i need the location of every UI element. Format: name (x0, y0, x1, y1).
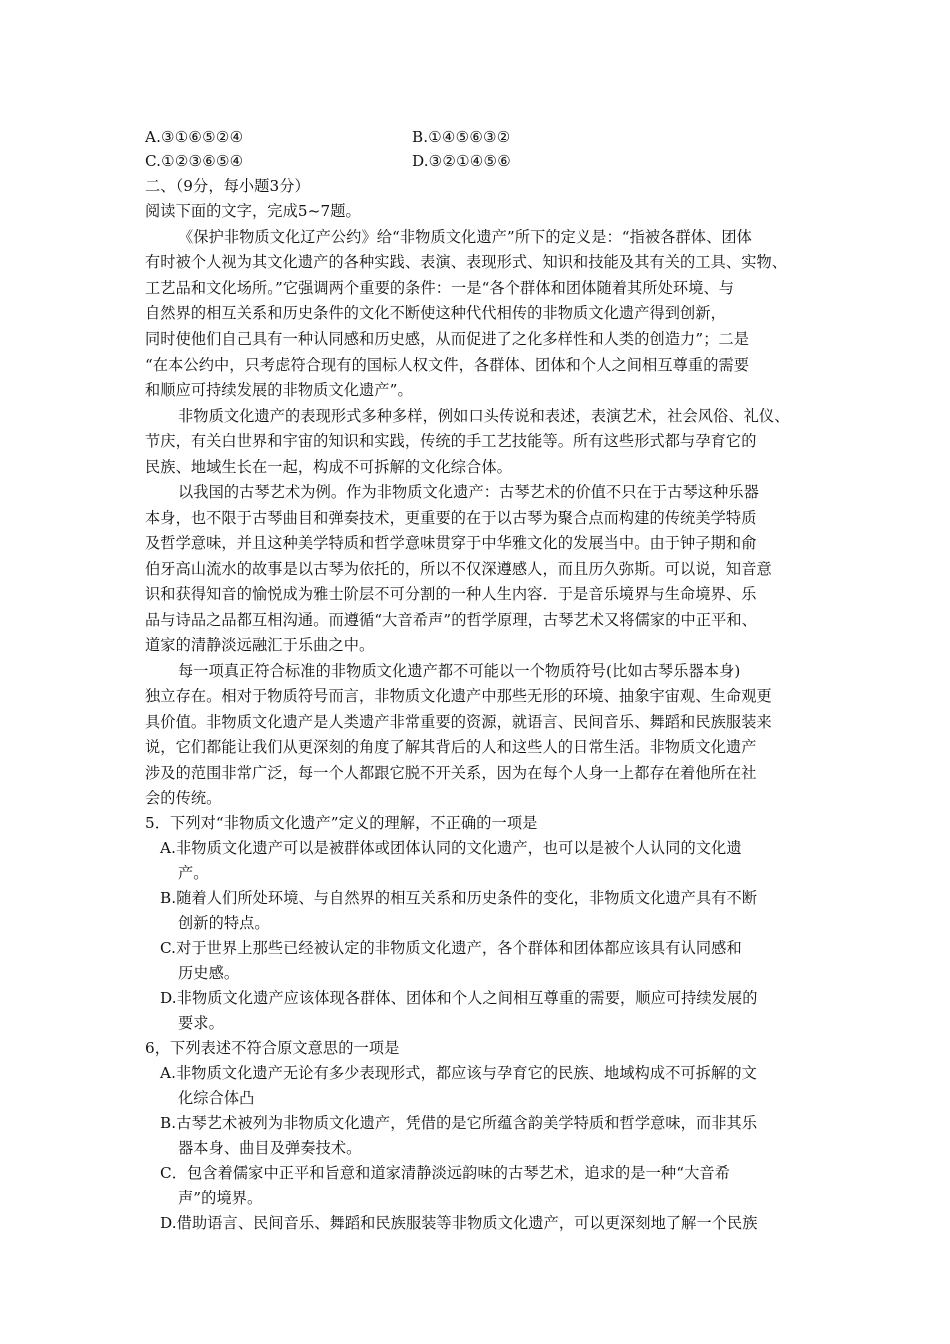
question-6-option-b: B.古琴艺术被列为非物质文化遗产，凭借的是它所蕴含韵美学特质和哲学意味，而非其乐 (160, 1114, 758, 1132)
passage-line: “在本公约中，只考虑符合现有的国标人权文件，各群体、团体和个人之间相互尊重的需要 (145, 356, 750, 374)
question-6-option-b-cont: 器本身、曲目及弹奏技术。 (178, 1139, 362, 1157)
passage-line: 会的传统。 (145, 789, 222, 807)
question-5-option-c-cont: 历史感。 (178, 964, 240, 982)
question-6-stem: 6，下列表述不符合原文意思的一项是 (145, 1039, 400, 1057)
passage-line: 及哲学意味，并且这种美学特质和哲学意味贯穿于中华雅文化的发展当中。由于钟子期和俞 (145, 534, 757, 552)
passage-line: 同时使他们自己具有一种认同感和历史感，从而促进了之化多样性和人类的创造力”；二是 (145, 330, 750, 348)
passage-line: 非物质文化遗产的表现形式多种多样，例如口头传说和表述，表演艺术，社会风俗、礼仪、 (178, 407, 790, 425)
choice-b: B.①④⑤⑥③② (412, 128, 511, 146)
question-5-option-d-cont: 要求。 (178, 1014, 224, 1032)
choice-d: D.③②①④⑤⑥ (412, 152, 511, 170)
passage-line: 节庆，有关白世界和宇宙的知识和实践，传统的手工艺技能等。所有这些形式都与孕育它的 (145, 432, 757, 450)
question-5-stem: 5．下列对“非物质文化遗产”定义的理解，不正确的一项是 (145, 814, 538, 832)
question-5-option-b: B.随着人们所处环境、与自然界的相互关系和历史条件的变化，非物质文化遗产具有不断 (160, 889, 758, 907)
choice-c: C.①②③⑥⑤④ (145, 152, 244, 170)
passage-line: 工艺品和文化场所。”它强调两个重要的条件：一是“各个群体和团体随着其所处环境、与 (145, 279, 735, 297)
passage-line: 每一项真正符合标准的非物质文化遗产都不可能以一个物质符号(比如古琴乐器本身) (178, 662, 741, 680)
passage-line: 和顺应可持续发展的非物质文化遗产”。 (145, 381, 413, 399)
passage-line: 识和获得知音的愉悦成为雅士阶层不可分割的一种人生内容．于是音乐境界与生命境界、乐 (145, 585, 757, 603)
passage-line: 自然界的相互关系和历史条件的文化不断使这种代代相传的非物质文化遗产得到创新， (145, 304, 726, 322)
passage-line: 民族、地域生长在一起，构成不可拆解的文化综合体。 (145, 458, 512, 476)
choice-a: A.③①⑥⑤②④ (145, 128, 244, 146)
passage-line: 《保护非物质文化辽产公约》给“非物质文化遗产”所下的定义是：“指被各群体、团体 (178, 228, 752, 246)
question-6-option-d: D.借助语言、民间音乐、舞蹈和民族服装等非物质文化遗产，可以更深刻地了解一个民族 (160, 1214, 758, 1232)
question-5-option-d: D.非物质文化遗产应该体现各群体、团体和个人之间相互尊重的需要，顺应可持续发展的 (160, 989, 758, 1007)
passage-line: 以我国的古琴艺术为例。作为非物质文化遗产：古琴艺术的价值不只在于古琴这种乐器 (178, 483, 759, 501)
question-5-option-c: C.对于世界上那些已经被认定的非物质文化遗产，各个群体和团体都应该具有认同感和 (160, 939, 742, 957)
section-instruction: 阅读下面的文字，完成5~7题。 (145, 202, 361, 220)
passage-line: 道家的清静淡远融汇于乐曲之中。 (145, 636, 375, 654)
question-6-option-c-cont: 声”的境界。 (178, 1189, 263, 1207)
question-5-option-b-cont: 创新的特点。 (178, 914, 270, 932)
section-heading: 二、（9分，每小题3分） (145, 177, 310, 195)
question-6-option-a-cont: 化综合体凸 (178, 1089, 255, 1107)
question-5-option-a-cont: 产。 (178, 864, 209, 882)
question-6-option-a: A.非物质文化遗产无论有多少表现形式，都应该与孕育它的民族、地域构成不可拆解的文 (160, 1064, 757, 1082)
passage-line: 伯牙高山流水的故事是以古琴为依托的，所以不仅深遵感人，而且历久弥斯。可以说，知音意 (145, 560, 772, 578)
passage-line: 品与诗品之品都互相沟通。而遵循“大音希声”的哲学原理，古琴艺术又将儒家的中正平和、 (145, 611, 757, 629)
passage-line: 说，它们都能让我们从更深刻的角度了解其背后的人和这些人的日常生活。非物质文化遗产 (145, 738, 757, 756)
passage-line: 本身，也不限于古琴曲目和弹奏技术，更重要的在于以古琴为聚合点而构建的传统美学特质 (145, 509, 757, 527)
passage-line: 具价值。非物质文化遗产是人类遗产非常重要的资源，就语言、民间音乐、舞蹈和民族服装来 (145, 713, 772, 731)
question-5-option-a: A.非物质文化遗产可以是被群体或团体认同的文化遗产，也可以是被个人认同的文化遗 (160, 839, 742, 857)
passage-line: 独立存在。相对于物质符号而言，非物质文化遗产中那些无形的环境、抽象宇宙观、生命观更 (145, 687, 772, 705)
passage-line: 有时被个人视为其文化遗产的各种实践、表演、表现形式、知识和技能及其有关的工具、实物、 (145, 253, 788, 271)
question-6-option-c: C．包含着儒家中正平和旨意和道家清静淡远韵味的古琴艺术，追求的是一种“大音希 (160, 1164, 730, 1182)
passage-line: 涉及的范围非常广泛，每一个人都跟它脱不开关系，因为在每个人身一上都存在着他所在社 (145, 764, 757, 782)
